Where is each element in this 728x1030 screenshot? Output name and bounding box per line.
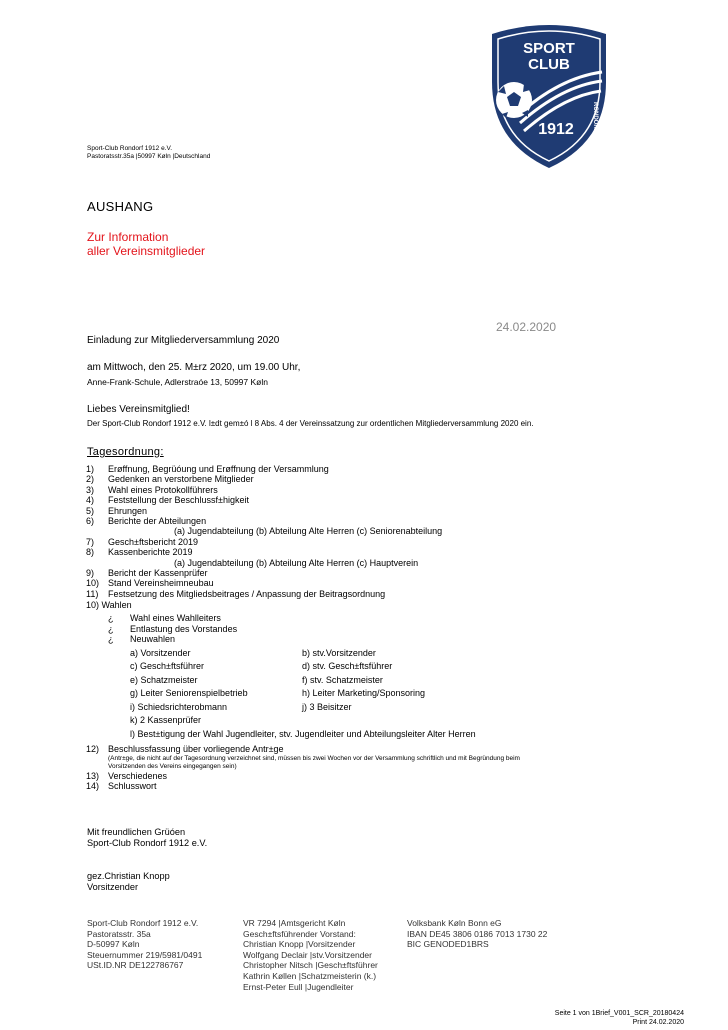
closing-line-2: Sport-Club Rondorf 1912 e.V.	[87, 838, 208, 848]
invite-title: Einladung zur Mitgliederversammlung 2020	[87, 335, 280, 346]
footer-col-club: Sport-Club Rondorf 1912 e.V. Pastoratsstr. 35a D-50997 Køln Steuernummer 219/5981/0491 USt.ID.NR DE122786767	[87, 918, 203, 971]
sender-line-2: Pastoratsstr.35a |50997 Køln |Deutschland	[87, 153, 211, 160]
closing-line-1: Mit freundlichen Grüóen	[87, 827, 186, 837]
info-line-2: aller Vereinsmitglieder	[87, 244, 206, 258]
signature-name: gez.Christian Knopp	[87, 871, 170, 881]
heading-aushang: AUSHANG	[87, 199, 154, 214]
meeting-when: am Mittwoch, den 25. M±rz 2020, um 19.00 Uhr,	[87, 362, 301, 373]
document-date: 24.02.2020	[496, 320, 557, 334]
logo-year-text: 1912	[538, 121, 574, 138]
logo-sport-text: SPORT	[523, 40, 575, 57]
signature-role: Vorsitzender	[87, 882, 139, 892]
intro-text: Der Sport-Club Rondorf 1912 e.V. l±dt gem±ó l 8 Abs. 4 der Vereinssatzung zur ordentlichen Mitgliederversammlung 2020 ein.	[87, 419, 534, 428]
agenda-title: Tagesordnung:	[87, 446, 164, 458]
sender-line-1: Sport-Club Rondorf 1912 e.V.	[87, 145, 173, 152]
greeting: Liebes Vereinsmitglied!	[87, 404, 190, 415]
meeting-where: Anne-Frank-Schule, Adlerstraóe 13, 50997 Køln	[87, 377, 268, 387]
logo-club-text: CLUB	[528, 56, 570, 73]
logo-rondorf-text: RONDORF	[592, 102, 598, 133]
page-info: Seite 1 von 1Brief_V001_SCR_20180424 Print 24.02.2020	[554, 1010, 684, 1026]
footer-col-bank: Volksbank Køln Bonn eG IBAN DE45 3806 0186 7013 1730 22 BIC GENODED1BRS	[407, 918, 548, 950]
club-logo	[484, 20, 614, 170]
footer-col-board: VR 7294 |Amtsgericht Køln Gesch±ftsführender Vorstand: Christian Knopp |Vorsitzender Wolfgang Declair |stv.Vorsitzender Christopher Nitsch |Gesch±ftsführer Kathrin Køllen |Schatzmeisterin (k.) Ernst-Peter Eull |Jugendleiter	[243, 918, 378, 992]
info-line-1: Zur Information	[87, 230, 169, 244]
